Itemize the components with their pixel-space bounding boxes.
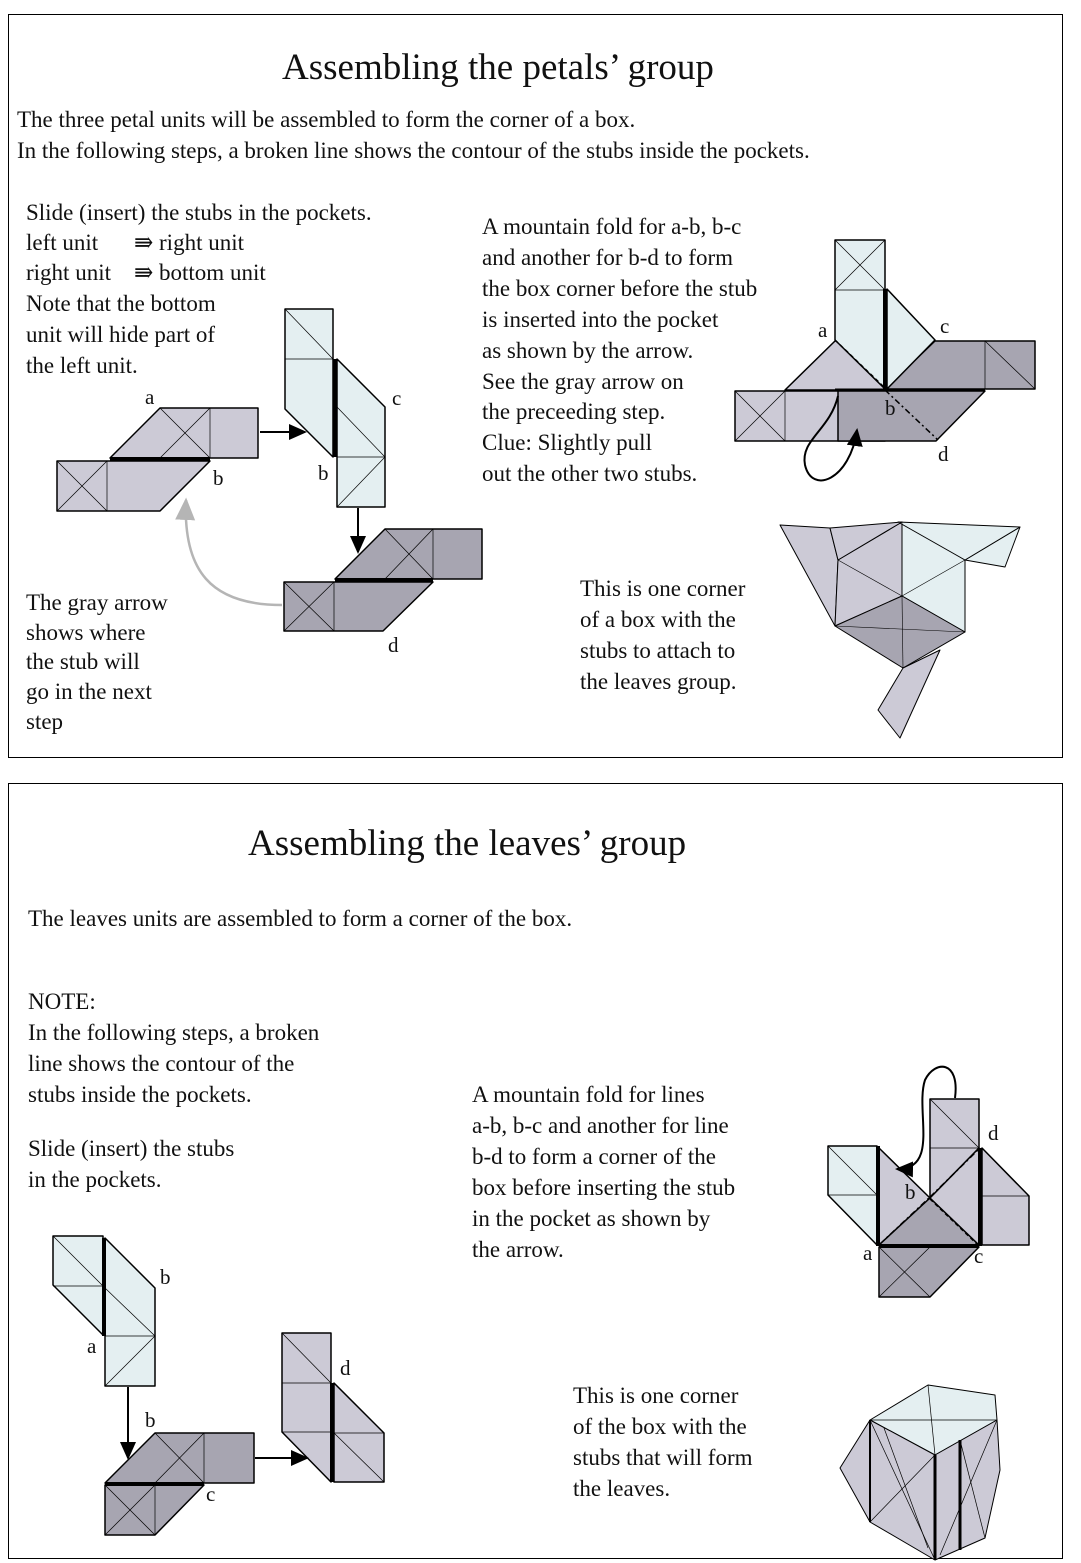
petals-corner-3d	[780, 522, 1020, 738]
leaves-label-c: c	[206, 1482, 216, 1506]
petals-step2-line-1: A mountain fold for a-b, b-c	[482, 214, 742, 239]
leaves-label-b1: b	[160, 1265, 171, 1289]
leaves-step2-line-1: A mountain fold for lines	[472, 1082, 705, 1107]
leaves-step2-line-6: the arrow.	[472, 1237, 564, 1262]
petals-step2-line-5: as shown by the arrow.	[482, 338, 694, 363]
gray-arrow-note-2: shows where	[26, 620, 146, 645]
petals-step2-line-2: and another for b-d to form	[482, 245, 734, 270]
leaves-step2-line-4: box before inserting the stub	[472, 1175, 736, 1200]
leaves-step2-label-d: d	[988, 1121, 999, 1145]
petals-step1-line-6: the left unit.	[26, 353, 138, 378]
leaves-step2-line-5: in the pocket as shown by	[472, 1206, 711, 1231]
leaves-step2-diagram	[828, 1067, 1029, 1297]
petal-unit-left	[57, 408, 258, 511]
leaves-step1-diagram	[53, 1236, 384, 1535]
petals-step2-line-7: the preceeding step.	[482, 399, 666, 424]
leaves-corner-3d	[840, 1385, 1000, 1560]
petals-step2-line-3: the box corner before the stub	[482, 276, 758, 301]
gray-arrow-note-3: the stub will	[26, 649, 140, 674]
petals-result-line-4: the leaves group.	[580, 669, 737, 694]
leaves-label-b2: b	[145, 1408, 156, 1432]
petals-label-b: b	[213, 466, 224, 490]
petals-step2-label-b: b	[885, 396, 896, 420]
petals-step1-line-3b: ⇛ bottom unit	[134, 260, 266, 285]
petals-step1-line-3a: right unit	[26, 260, 111, 285]
gray-arrow-note-4: go in the next	[26, 679, 152, 704]
gray-arrow-note-1: The gray arrow	[26, 590, 168, 615]
leaves-result-line-2: of the box with the	[573, 1414, 747, 1439]
petals-intro-line-2: In the following steps, a broken line shows the contour of the stubs inside the pockets.	[17, 138, 810, 163]
petals-label-c: c	[392, 386, 402, 410]
leaves-step2-label-a: a	[863, 1241, 873, 1265]
gray-next-step-arrow	[186, 500, 282, 605]
leaf-unit-top	[53, 1236, 155, 1386]
petal-unit-right	[285, 309, 385, 507]
leaves-label-d: d	[340, 1356, 351, 1380]
petals-label-a: a	[145, 385, 155, 409]
leaves-step2-label-b: b	[905, 1180, 916, 1204]
petals-result-line-3: stubs to attach to	[580, 638, 736, 663]
leaves-step2-line-3: b-d to form a corner of the	[472, 1144, 716, 1169]
petals-step2-label-c: c	[940, 314, 950, 338]
petals-label-b2: b	[318, 461, 329, 485]
petals-step2-diagram	[735, 240, 1035, 480]
petals-step1-line-1: Slide (insert) the stubs in the pockets.	[26, 200, 372, 225]
petals-step1-line-4: Note that the bottom	[26, 291, 216, 316]
petals-step2-line-4: is inserted into the pocket	[482, 307, 719, 332]
petals-step2-line-9: out the other two stubs.	[482, 461, 698, 486]
leaves-step2-label-c: c	[974, 1244, 984, 1268]
leaves-slide-line-1: Slide (insert) the stubs	[28, 1136, 235, 1161]
leaves-note-line-1: NOTE:	[28, 989, 96, 1014]
leaves-note-line-3: line shows the contour of the	[28, 1051, 295, 1076]
gray-arrow-note-5: step	[26, 709, 64, 734]
petals-step1-line-5: unit will hide part of	[26, 322, 216, 347]
petals-label-d: d	[388, 633, 399, 657]
leaves-intro: The leaves units are assembled to form a corner of the box.	[28, 906, 573, 931]
petals-title: Assembling the petals’ group	[282, 47, 714, 88]
petals-step1-diagram	[57, 309, 482, 631]
petals-intro-line-1: The three petal units will be assembled to form the corner of a box.	[17, 107, 636, 132]
petals-result-line-2: of a box with the	[580, 607, 736, 632]
leaves-note-line-2: In the following steps, a broken	[28, 1020, 320, 1045]
leaves-step2-line-2: a-b, b-c and another for line	[472, 1113, 729, 1138]
petals-step1-line-2a: left unit	[26, 230, 99, 255]
leaves-label-a: a	[87, 1334, 97, 1358]
petals-step2-label-d: d	[938, 442, 949, 466]
leaves-note-line-4: stubs inside the pockets.	[28, 1082, 252, 1107]
petals-step2-label-a: a	[818, 318, 828, 342]
petals-result-line-1: This is one corner	[580, 576, 746, 601]
petals-step1-line-2b: ⇛ right unit	[134, 230, 244, 255]
leaves-result-line-4: the leaves.	[573, 1476, 671, 1501]
petal-unit-bottom	[284, 529, 482, 631]
leaf-unit-right	[282, 1333, 384, 1482]
petals-step2-line-8: Clue: Slightly pull	[482, 430, 652, 455]
leaves-result-line-1: This is one corner	[573, 1383, 739, 1408]
leaves-title: Assembling the leaves’ group	[248, 823, 687, 864]
leaves-slide-line-2: in the pockets.	[28, 1167, 162, 1192]
leaves-result-line-3: stubs that will form	[573, 1445, 753, 1470]
petals-step2-line-6: See the gray arrow on	[482, 369, 684, 394]
